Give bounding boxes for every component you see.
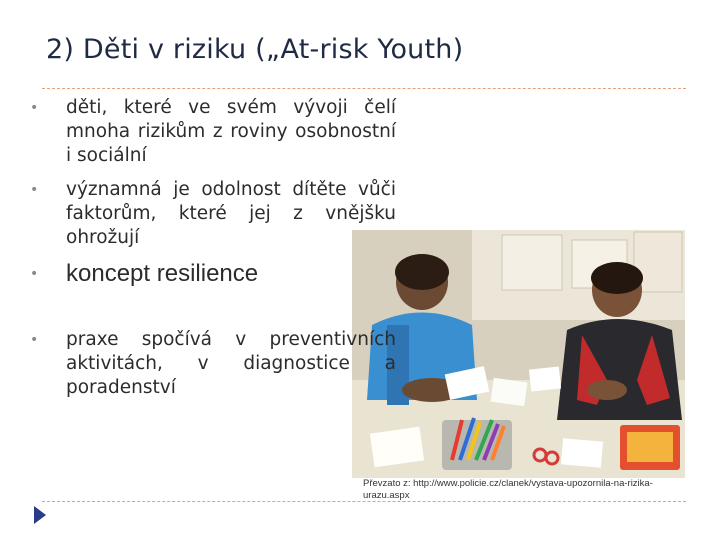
bullet-text-1: děti, které ve svém vývoji čelí mnoha rizikům z roviny osobnostní i sociální (66, 97, 396, 166)
bullet-glyph: • (30, 332, 39, 348)
bullet-glyph: • (30, 100, 39, 116)
footer-divider (42, 501, 686, 502)
bullet-text-3: koncept resilience (66, 260, 259, 287)
bullet-text-4: praxe spočívá v preventivních aktivitách, v diagnostice a poradenství (66, 329, 396, 398)
play-triangle-icon[interactable] (34, 506, 46, 524)
photo-children-crafting (352, 230, 685, 478)
bullet-text-2: významná je odolnost dítěte vůči faktorům, které jej z vnějšku ohrožují (66, 179, 396, 248)
slide-title: 2) Děti v riziku („At-risk Youth) (46, 34, 464, 65)
title-divider (42, 88, 686, 89)
bullet-glyph: • (30, 266, 39, 282)
photo-credit: Převzato z: http://www.policie.cz/clanek/vystava-upozornila-na-rizika-urazu.aspx (363, 478, 653, 501)
bullet-glyph: • (30, 182, 39, 198)
